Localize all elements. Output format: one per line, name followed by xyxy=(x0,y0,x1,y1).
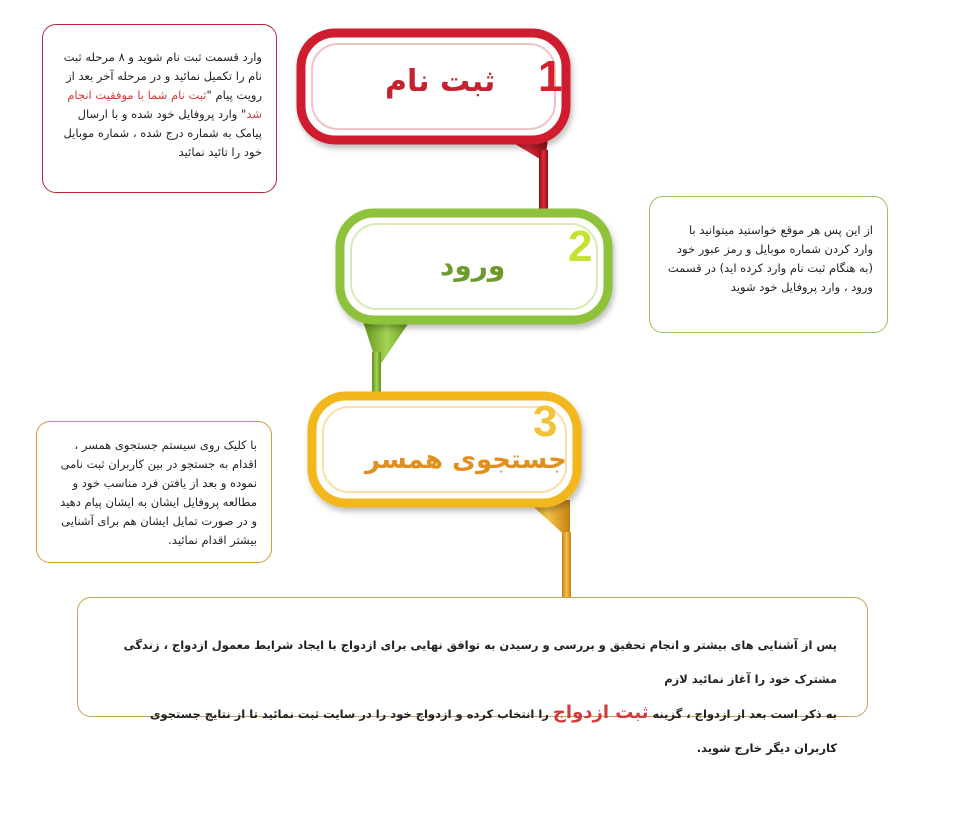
step-3-stem xyxy=(562,532,571,597)
step-1-note-highlight: ثبت نام شما با موفقیت انجام شد xyxy=(67,88,262,121)
step-2-title: ورود xyxy=(440,249,506,282)
step-1-title: ثبت نام xyxy=(385,64,496,99)
final-note-line-2 xyxy=(108,696,837,765)
final-note-line-2-before: به ذکر است بعد از ازدواج ، گزینه xyxy=(648,707,837,721)
step-3-note xyxy=(36,421,272,563)
step-2-note-text: از این پس هر موقع خواستید میتوانید با وارد کردن شماره موبایل و رمز عبور خود (به هنگام ثبت نام وارد کرده اید) در قسمت ورود ، وارد پروفایل خود شوید xyxy=(667,223,873,294)
final-note-highlight: ثبت ازدواج xyxy=(552,702,649,723)
final-note-line-2-after: را انتخاب کرده و ازدواج خود را در سایت ثبت نمائید تا از نتایج جستجوی کاربران دیگر خارج شوید. xyxy=(150,707,837,755)
step-1-number: 1 xyxy=(538,52,563,101)
step-1-graphic xyxy=(301,33,566,210)
step-3-note-text: با کلیک روی سیستم جستجوی همسر ، اقدام به جستجو در بین کاربران ثبت نامی نموده و بعد از یافتن فرد مناسب خود و مطالعه پروفایل ایشان به ایشان پیام دهید و در صورت تمایل ایشان هم برای آشنایی بیشتر اقدام نمائید. xyxy=(60,438,257,547)
step-3-number: 3 xyxy=(533,397,558,446)
step-3-title: جستجوی همسر xyxy=(365,445,567,475)
step-1-stem xyxy=(539,150,548,210)
step-2-tail xyxy=(362,318,412,368)
step-1-note-part-b: " وارد پروفایل خود شده و با ارسال پیامک به شماره درج شده ، شماره موبایل خود را تائید نمائید xyxy=(63,107,262,159)
final-note-line-1: پس از آشنایی های بیشتر و انجام تحقیق و بررسی و رسیدن به توافق نهایی برای ازدواج با ایجاد شرایط معمول ازدواج ، زندگی مشترک خود را آغاز نمائید لازم xyxy=(123,638,837,686)
final-note xyxy=(77,597,868,755)
step-2-note xyxy=(649,196,888,333)
step-1-note xyxy=(42,24,277,193)
step-1-note-part-a: وارد قسمت ثبت نام شوید و ۸ مرحله ثبت نام را تکمیل نمائید و در مرحله آخر بعد از رویت پیام " xyxy=(63,50,262,102)
step-2-number: 2 xyxy=(568,222,593,271)
